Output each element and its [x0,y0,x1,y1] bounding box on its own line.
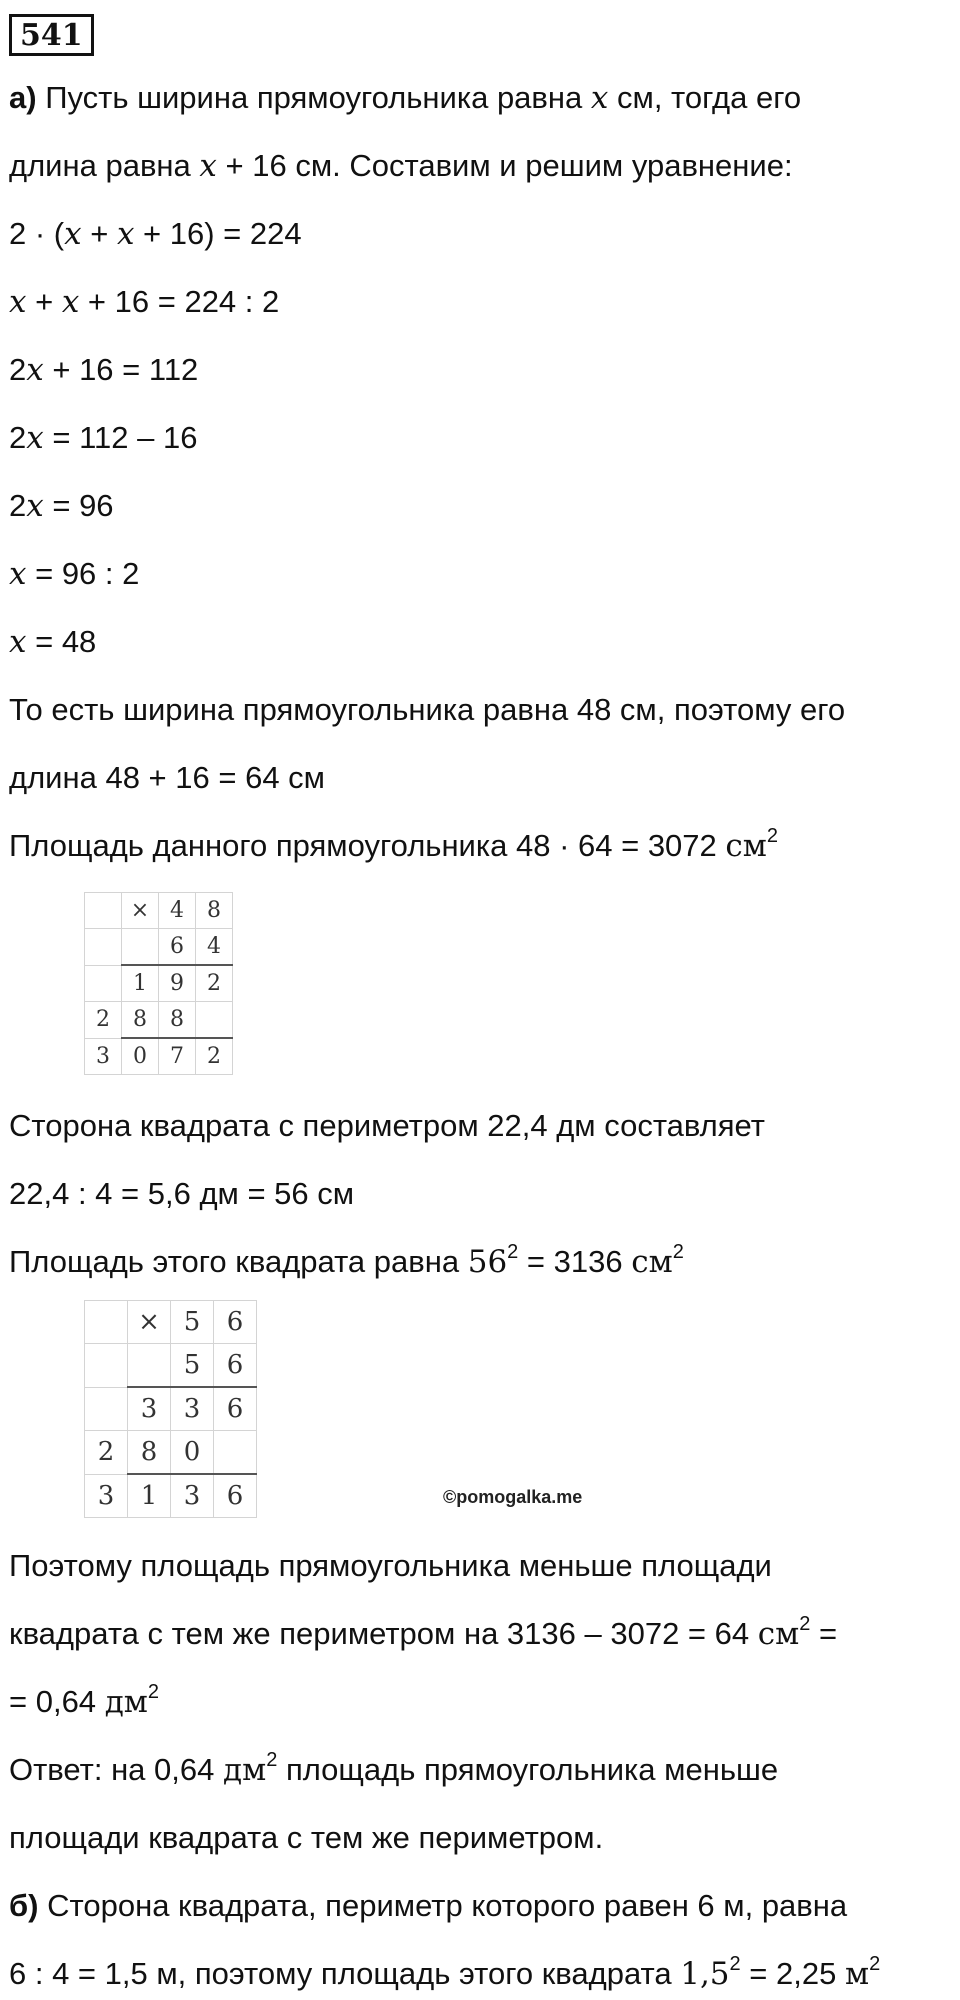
text: + 16) = 224 [134,216,302,251]
mult-cell [128,1344,171,1388]
mult-cell [214,1431,257,1475]
unit: дм [223,1752,267,1788]
multiplication-table-48x64 [84,892,233,1075]
text-line [9,1242,684,1282]
mult-cell: × [128,1301,171,1344]
text: 2 [9,420,27,455]
text: 2 · ( [9,216,65,251]
text: + [26,284,62,319]
text: Сторона квадрата, периметр которого равен 6 м, равна [47,1888,848,1923]
unit: см [631,1244,673,1280]
mult-cell: 8 [196,893,233,929]
mult-cell: 3 [85,1038,122,1075]
mult-cell: 3 [171,1387,214,1431]
equation-line [9,214,302,254]
mult-cell: 4 [196,929,233,966]
mult-cell: 3 [171,1474,214,1518]
mult-cell [85,893,122,929]
mult-cell: 0 [171,1431,214,1475]
mult-cell: 5 [171,1344,214,1388]
variable: x [9,624,27,660]
variable: x [61,284,80,320]
text-line [9,78,801,118]
watermark: ©pomogalka.me [443,1487,583,1507]
mult-cell: 6 [214,1474,257,1518]
text: + 16 = 224 : 2 [79,284,280,319]
text: Площадь данного прямоугольника 48 · 64 = 3072 [9,828,717,863]
mult-cell: 9 [159,965,196,1002]
text-line: 22,4 : 4 = 5,6 дм = 56 см [9,1176,355,1211]
text: = 2,25 [749,1956,837,1991]
exponent: 2 [766,825,779,847]
answer-line [9,1750,778,1790]
text-line: длина 48 + 16 = 64 см [9,760,325,795]
exponent: 2 [729,1953,741,1975]
text: длина равна [9,148,191,183]
mult-row [85,1002,233,1039]
part-a-label: а) [9,80,37,115]
variable: x [116,216,135,252]
number: 1,5 [680,1956,730,1992]
text: + [81,216,117,251]
text: = 112 – 16 [43,420,198,455]
mult-cell [85,965,122,1002]
mult-cell [85,1301,128,1344]
mult-cell: 6 [214,1301,257,1344]
text: Пусть ширина прямоугольника равна [45,80,583,115]
mult-row [85,1301,257,1344]
mult-row [85,929,233,966]
text: + 16 см. Составим и решим уравнение: [225,148,793,183]
text-line: Поэтому площадь прямоугольника меньше площади [9,1548,772,1583]
mult-cell [196,1002,233,1039]
text: = 96 : 2 [26,556,140,591]
mult-cell: 1 [128,1474,171,1518]
text: квадрата с тем же периметром на 3136 – 3072 = 64 [9,1616,750,1651]
text-line [9,146,793,186]
text: 6 : 4 = 1,5 м, поэтому площадь этого квадрата [9,1956,672,1991]
equation-line [9,418,197,458]
text: = 3136 [526,1244,623,1279]
mult-cell: 7 [159,1038,196,1075]
mult-cell: 8 [122,1002,159,1039]
unit: м [844,1956,870,1992]
mult-cell: 6 [159,929,196,966]
text: 2 [9,488,27,523]
text-line: То есть ширина прямоугольника равна 48 см, поэтому его [9,692,846,727]
problem-number-badge: 541 [9,14,94,56]
exponent: 2 [147,1681,160,1703]
text: = [818,1616,838,1651]
variable: x [590,80,609,116]
mult-row [85,965,233,1002]
mult-cell: 0 [122,1038,159,1075]
variable: x [26,420,44,456]
unit: дм [104,1684,148,1720]
mult-cell: 6 [214,1387,257,1431]
unit: см [725,828,767,864]
unit: см [757,1616,800,1652]
mult-cell: 4 [159,893,196,929]
mult-row [85,1387,257,1431]
mult-cell [85,1344,128,1388]
mult-row [85,1038,233,1075]
mult-cell: × [122,893,159,929]
variable: x [26,488,44,524]
exponent: 2 [507,1241,519,1263]
text: + 16 = 112 [43,352,199,387]
text: площадь прямоугольника меньше [285,1752,779,1787]
variable: x [9,556,27,592]
mult-cell: 1 [122,965,159,1002]
text: Площадь этого квадрата равна [9,1244,460,1279]
mult-cell: 2 [196,1038,233,1075]
text: = 48 [26,624,97,659]
exponent: 2 [799,1613,811,1635]
equation-line [9,554,139,594]
text: см, тогда его [617,80,802,115]
text: = 96 [43,488,114,523]
variable: x [199,148,217,184]
mult-row [85,1344,257,1388]
part-b-label: б) [9,1888,39,1923]
text-line [9,1954,880,1994]
exponent: 2 [672,1241,684,1263]
text: Ответ: на 0,64 [9,1752,215,1787]
mult-row [85,1431,257,1475]
equation-line [9,486,114,526]
variable: x [64,216,82,252]
exponent: 2 [266,1749,278,1771]
mult-cell: 2 [85,1002,122,1039]
mult-row [85,893,233,929]
mult-row [85,1474,257,1518]
mult-cell: 2 [85,1431,128,1475]
mult-cell [122,929,159,966]
text-line [9,1886,847,1926]
text: 2 [9,352,27,387]
text-line [9,1682,159,1722]
text: = 0,64 [9,1684,97,1719]
variable: x [26,352,44,388]
mult-cell: 6 [214,1344,257,1388]
equation-line [9,622,96,662]
mult-cell [85,1387,128,1431]
multiplication-table-56x56 [84,1300,257,1518]
mult-cell: 3 [128,1387,171,1431]
mult-cell [85,929,122,966]
exponent: 2 [869,1953,881,1975]
text-line [9,826,778,866]
text-line [9,1614,837,1654]
mult-cell: 3 [85,1474,128,1518]
equation-line [9,350,198,390]
text-line: Сторона квадрата с периметром 22,4 дм составляет [9,1108,765,1143]
number: 56 [467,1244,508,1280]
mult-cell: 8 [159,1002,196,1039]
mult-cell: 2 [196,965,233,1002]
text-line: площади квадрата с тем же периметром. [9,1820,604,1855]
variable: x [9,284,27,320]
mult-cell: 5 [171,1301,214,1344]
mult-cell: 8 [128,1431,171,1475]
equation-line [9,282,279,322]
